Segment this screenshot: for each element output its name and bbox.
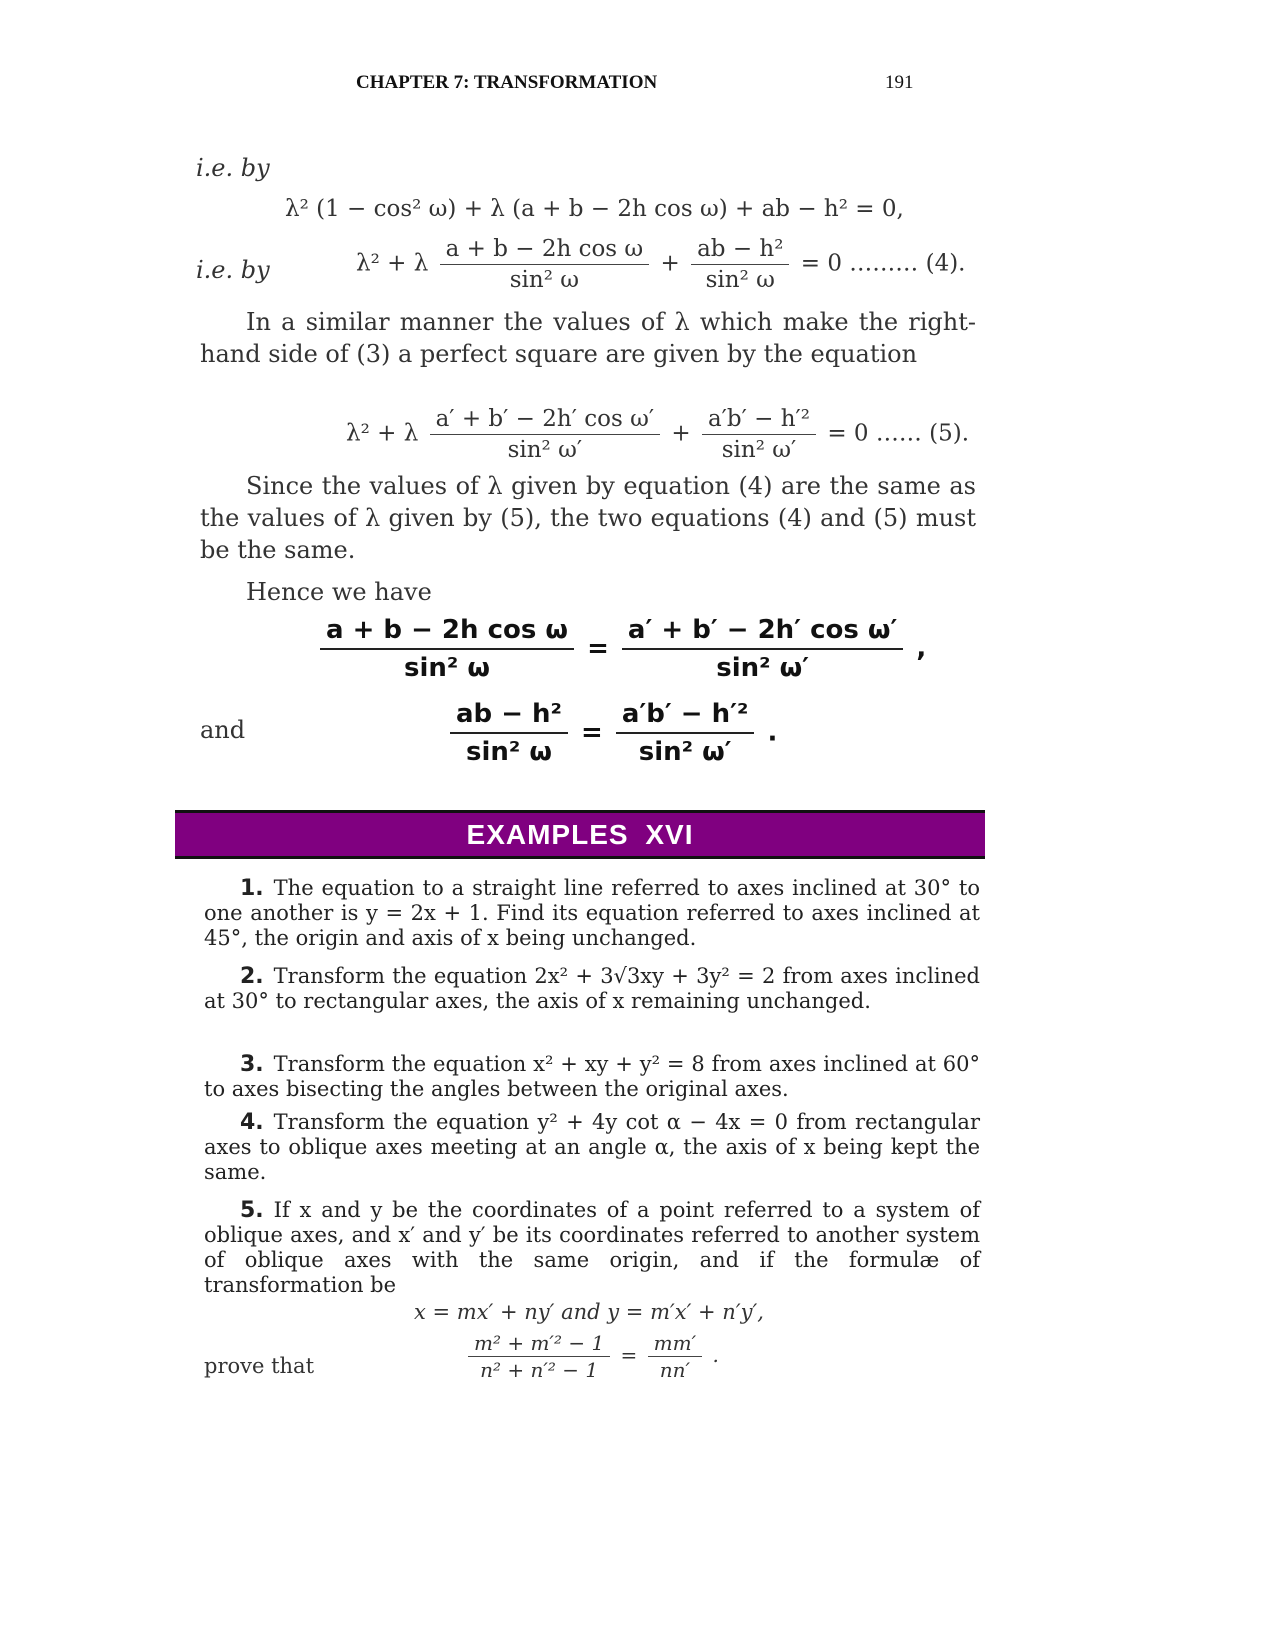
eq5-f1-numerator: a′ + b′ − 2h′ cos ω′: [430, 404, 660, 435]
example-4-number: 4.: [240, 1110, 264, 1135]
equation-5: [346, 404, 969, 465]
paragraph-similar-manner: In a similar manner the values of λ which make the right-hand side of (3) a perfect square are given by the equation: [200, 308, 976, 368]
result2-left-numerator: ab − h²: [450, 696, 568, 734]
proof-equals: =: [620, 1343, 638, 1367]
example-5-text: If x and y be the coordinates of a point referred to a system of oblique axes, and x′ and y′ be its coordinates referred to another system of oblique axes with the same origin, and if the formulæ of transformation be: [204, 1198, 980, 1297]
result1-left-fraction: [320, 612, 574, 686]
equation-4: [356, 234, 966, 295]
and-label: and: [200, 716, 246, 744]
eq5-f1-denominator: sin² ω′: [507, 437, 583, 463]
proof-left-fraction: [468, 1330, 610, 1383]
example-1-number: 1.: [240, 876, 264, 901]
result2-right-numerator: a′b′ − h′²: [616, 696, 755, 734]
proof-left-denominator: n² + n′² − 1: [480, 1358, 599, 1382]
eq4-lead: λ² + λ: [356, 250, 429, 277]
examples-banner: [175, 810, 985, 857]
example-4: [204, 1110, 980, 1185]
example-3: [204, 1052, 980, 1102]
result1-equals: =: [587, 633, 609, 664]
transformation-formula: x = mx′ + ny′ and y = m′x′ + n′y′,: [414, 1300, 764, 1324]
eq4-plus: +: [660, 250, 680, 277]
chapter-header: CHAPTER 7: TRANSFORMATION: [356, 72, 658, 93]
example-4-text: Transform the equation y² + 4y cot α − 4x = 0 from rectangular axes to oblique axes meeting at an angle α, the axis of x being kept the same.: [204, 1110, 980, 1184]
result1-right-numerator: a′ + b′ − 2h′ cos ω′: [622, 612, 903, 650]
eq4-f2-numerator: ab − h²: [691, 234, 789, 265]
eq5-f2-numerator: a′b′ − h′²: [702, 404, 816, 435]
result1-right-fraction: [622, 612, 903, 686]
eq5-plus: +: [671, 420, 691, 447]
proof-left-numerator: m² + m′² − 1: [468, 1330, 610, 1357]
eq4-fraction-2: [691, 234, 789, 295]
ie-by-label-1: i.e. by: [196, 154, 270, 182]
eq5-fraction-2: [702, 404, 816, 465]
examples-title: EXAMPLES XVI: [466, 819, 694, 850]
eq4-tail: = 0 ……… (4).: [800, 250, 966, 277]
eq5-lead: λ² + λ: [346, 420, 419, 447]
eq4-f2-denominator: sin² ω: [705, 267, 775, 293]
example-2: [204, 964, 980, 1014]
result2-left-fraction: [450, 696, 568, 770]
eq5-tail: = 0 …… (5).: [827, 420, 970, 447]
result2-right-fraction: [616, 696, 755, 770]
eq4-f1-denominator: sin² ω: [509, 267, 580, 293]
eq4-fraction-1: [440, 234, 650, 295]
result1-left-denominator: sin² ω: [404, 653, 490, 683]
result2-left-denominator: sin² ω: [466, 737, 552, 767]
proof-equation: [464, 1330, 719, 1383]
example-5-number: 5.: [240, 1198, 264, 1223]
eq4-f1-numerator: a + b − 2h cos ω: [440, 234, 650, 265]
eq5-fraction-1: [430, 404, 660, 465]
result2-equals: =: [581, 717, 603, 748]
example-1: [204, 876, 980, 951]
result1-tail: ,: [916, 633, 927, 664]
result-equation-1: [316, 612, 926, 686]
page-number: 191: [885, 72, 914, 93]
result1-right-denominator: sin² ω′: [716, 653, 810, 683]
example-2-text: Transform the equation 2x² + 3√3xy + 3y² = 2 from axes inclined at 30° to rectangular axes, the axis of x remaining unchanged.: [204, 964, 980, 1013]
example-3-number: 3.: [240, 1052, 264, 1077]
example-1-text: The equation to a straight line referred to axes inclined at 30° to one another is y = 2x + 1. Find its equation referred to axes inclined at 45°, the origin and axis of x being unchanged.: [204, 876, 980, 950]
example-5: [204, 1198, 980, 1298]
proof-tail: .: [712, 1343, 719, 1367]
prove-that-label: prove that: [204, 1354, 315, 1378]
example-2-number: 2.: [240, 964, 264, 989]
ie-by-label-2: i.e. by: [196, 256, 270, 284]
banner-bottom-rule: [175, 856, 985, 859]
result2-right-denominator: sin² ω′: [638, 737, 732, 767]
hence-we-have: Hence we have: [246, 578, 432, 606]
eq5-f2-denominator: sin² ω′: [721, 437, 797, 463]
proof-right-numerator: mm′: [648, 1330, 702, 1357]
equation-1: λ² (1 − cos² ω) + λ (a + b − 2h cos ω) + ab − h² = 0,: [285, 196, 904, 222]
result1-left-numerator: a + b − 2h cos ω: [320, 612, 574, 650]
paragraph-since-values: Since the values of λ given by equation (4) are the same as the values of λ given by (5), the two equations (4) and (5) must be the same.: [200, 472, 976, 564]
result2-tail: .: [767, 717, 778, 748]
example-3-text: Transform the equation x² + xy + y² = 8 from axes inclined at 60° to axes bisecting the angles between the original axes.: [204, 1052, 980, 1101]
proof-right-denominator: nn′: [659, 1358, 691, 1382]
proof-right-fraction: [648, 1330, 702, 1383]
result-equation-2: [446, 696, 777, 770]
